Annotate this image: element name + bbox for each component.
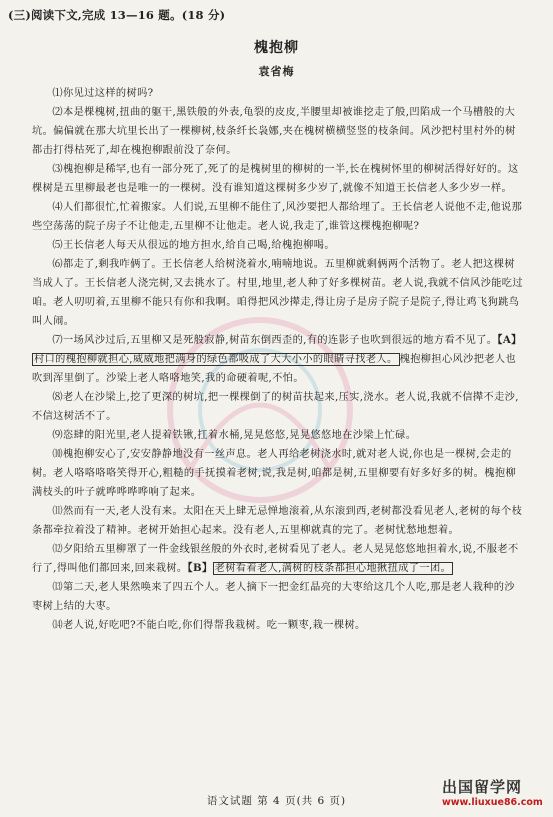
marker-b-boxed-text: 老树看着老人,满树的枝条都担心地揪扭成了一团。 bbox=[214, 563, 452, 574]
paragraph-5: ⑸王长信老人每天从很远的地方担水,给自己喝,给槐抱柳喝。 bbox=[52, 240, 335, 251]
paragraph-11: ⑾然而有一天,老人没有来。太阳在天上肆无忌惮地滚着,从东滚到西,老树都没看见老人,老树的每个枝条都牵拉着没了精神。老树开始担心起来。没有老人,五里柳就真的完了。老树忧愁地想着。 bbox=[32, 506, 523, 536]
paragraph-2: ⑵本是棵槐树,扭曲的躯干,黑铁般的外表,龟裂的皮皮,半腰里却被谁挖走了般,凹陷成一个马槽般的大坑。偏偏就在那大坑里长出了一棵柳树,枝条纤长袅娜,夹在槐树横横竖竖的枝条间。风沙把村里村外的树都击打得枯死了,却在槐抱柳跟前没了奈何。 bbox=[32, 107, 516, 156]
section-heading: (三)阅读下文,完成 13—16 题。(18 分) bbox=[8, 8, 226, 22]
watermark-title: 出国留学网 bbox=[442, 778, 523, 796]
paragraph-3: ⑶槐抱柳是稀罕,也有一部分死了,死了的是槐树里的柳树的一半,长在槐树怀里的柳树活得好好的。这棵树是五里柳最老也是唯一的一棵树。没有谁知道这棵树多少岁了,就像不知道王长信老人多少岁一样。 bbox=[32, 164, 519, 194]
article-author: 袁省梅 bbox=[258, 65, 295, 78]
paragraph-13: ⒀第二天,老人果然唤来了四五个人。老人摘下一把金红晶亮的大枣给这几个人吃,那是老人栽种的沙枣树上结的大枣。 bbox=[32, 582, 515, 612]
marker-b-label: 【B】 bbox=[187, 562, 213, 574]
article-title: 槐抱柳 bbox=[254, 40, 299, 56]
marker-a-label: 【A】 bbox=[497, 334, 522, 346]
paragraph-14: ⒁老人说,好吃吧?不能白吃,你们得帮我栽树。吃一颗枣,栽一棵树。 bbox=[52, 620, 366, 631]
paragraph-9: ⑼恣肆的阳光里,老人提着铁锹,扛着水桶,晃晃悠悠,晃晃悠悠地在沙梁上忙碌。 bbox=[52, 430, 417, 441]
paragraph-7-text: ⑺一场风沙过后,五里柳又是死般寂静,树苗东倒西歪的,有的连影子也吹到很远的地方看不见了。 bbox=[52, 335, 498, 346]
page-footer: 语文试题 第 4 页(共 6 页) bbox=[206, 795, 347, 807]
paragraph-7 bbox=[32, 331, 524, 388]
paragraph-8: ⑻老人在沙梁上,挖了更深的树坑,把一棵棵倒了的树苗扶起来,压实,浇水。老人说,我就不信撵不走沙,不信这树活不了。 bbox=[32, 392, 519, 422]
paragraph-12-text: ⑿夕阳给五里柳罩了一件金线银丝般的外衣时,老树看见了老人。老人晃晃悠悠地担着水,说,不服老不行了,得叫他们都回来,回来栽树。 bbox=[32, 544, 519, 574]
paragraph-7-tail: 槐抱柳担心风沙把老人也吹到浑里倒了。沙梁上老人咯咯地笑,我的命硬着呢,不怕。 bbox=[32, 354, 517, 384]
article-body bbox=[32, 84, 524, 635]
paragraph-10: ⑽槐抱柳安心了,安安静静地没有一丝声息。老人再给老树浇水时,就对老人说,你也是一棵树,会走的树。老人咯咯咯咯笑得开心,粗糙的手抚摸着老树,说,我是树,咱都是树,五里柳要有好多好多的树。槐抱柳满枝头的叶子就哗哗哗哗响了起来。 bbox=[32, 449, 517, 498]
paragraph-12 bbox=[32, 540, 524, 578]
paragraph-4: ⑷人们都很忙,忙着搬家。人们说,五里柳不能住了,风沙要把人都给埋了。王长信老人说他不走,他说那些空荡荡的院子房子不让他走,五里柳不让他走。老人说,我走了,谁管这棵槐抱柳呢? bbox=[32, 202, 523, 232]
watermark-url: www.liuxue86.com bbox=[442, 797, 543, 808]
paragraph-1: ⑴你见过这样的树吗? bbox=[52, 88, 154, 99]
paragraph-6: ⑹都走了,剩我咋俩了。王长信老人给树浇着水,喃喃地说。五里柳就剩俩两个活物了。老人把这棵树当成人了。王长信老人浇完树,又去挑水了。村里,地里,老人种了好多棵树苗。老人说,我就不信风沙能吃过咱。老人叨叨着,五里柳不能只有你和我啊。咱得把风沙撵走,得让房子是房子院子是院子,得让鸡飞狗跳鸟叫人闹。 bbox=[32, 259, 523, 327]
marker-a-boxed-text: 村口的槐抱柳就担心,威威地把满身的绿色都吸成了大大小小的眼睛寻找老人。 bbox=[34, 354, 398, 365]
site-watermark bbox=[442, 776, 552, 816]
